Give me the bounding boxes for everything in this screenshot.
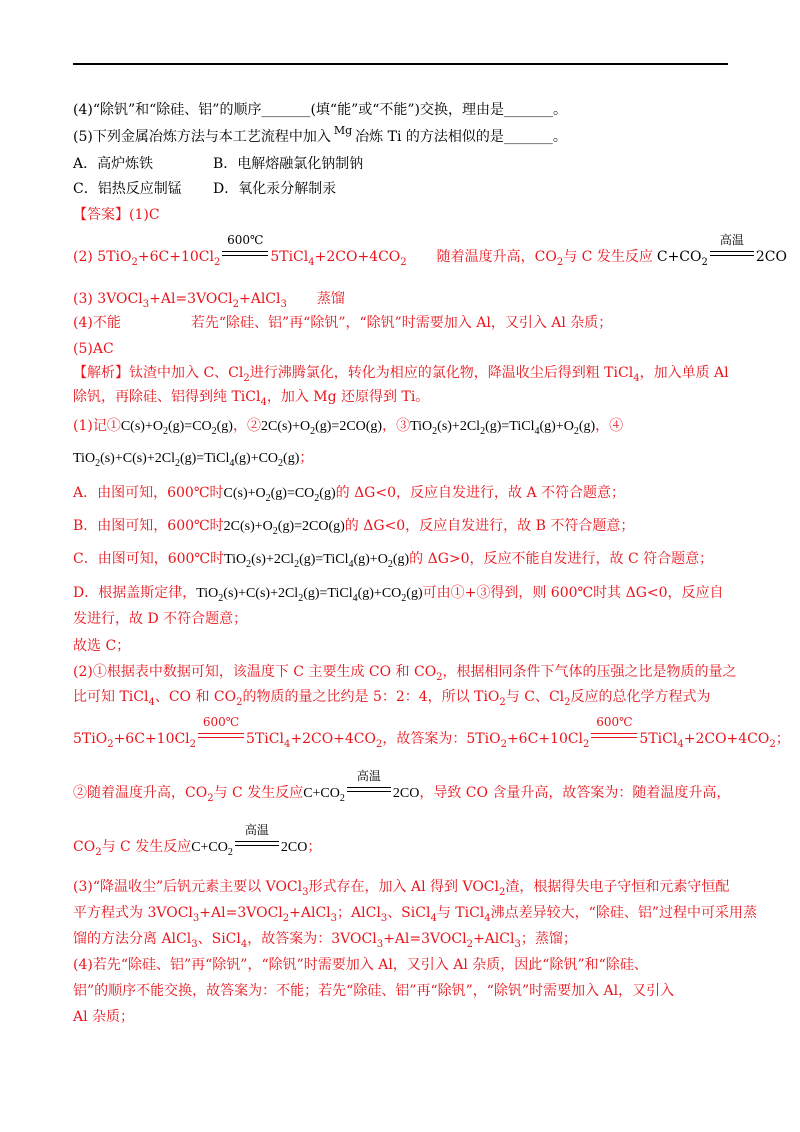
option-d: D．氧化汞分解制汞 — [213, 181, 337, 197]
option-a: A．高炉炼铁 — [73, 156, 154, 172]
answer-2: (2) $5TiO_2+6C+10Cl_2$ 600℃ $5TiCl_4+2CO+4CO_2$ 随着温度升高，$CO_2$与 C 发生反应 $C+CO_2$ 高温 2CO — [73, 233, 787, 268]
part4-line-1: (4)若先“除硅、铝”再“除钒”，“除钒”时需要加入 Al，又引入 Al 杂质，因此“除钒”和“除硅、 — [73, 957, 648, 973]
option-row-cd — [73, 180, 336, 198]
part2-line-5: $CO_2$与 C 发生反应$C+CO_2$ 高温 2CO； — [73, 823, 322, 858]
part4-line-3: Al 杂质； — [73, 1009, 135, 1025]
part3-line-1: (3)“降温收尘”后钒元素主要以 VOCl$_3$形式存在，加入 Al 得到 VOCl$_2$渣，根据得失电子守恒和元素守恒配 — [73, 879, 730, 898]
analysis-b: B．由图可知，600℃时$2C(s)+O_2(g)=2CO(g)$的 ΔG<0，反应自发进行，故 B 不符合题意； — [73, 518, 635, 537]
question-4: (4)“除钒”和“除硅、铝”的顺序_______(填“能”或“不能”)交换，理由是_______。 — [73, 102, 568, 118]
analysis-c: C．由图可知，600℃时$TiO_2(s)+2Cl_2(g)=TiCl_4(g)+O_2(g)$的 ΔG>0，反应不能自发进行，故 C 符合题意； — [73, 551, 714, 570]
part4-line-2: 铝”的顺序不能交换，故答案为：不能；若先“除硅、铝”再“除钒”，“除钒”时需要加入 Al，又引入 — [73, 983, 675, 999]
analysis-a: A．由图可知，600℃时$C(s)+O_2(g)=CO_2(g)$的 ΔG<0，反应自发进行，故 A 不符合题意； — [73, 485, 626, 504]
part2-line-2: 比可知 TiCl$_4$、CO 和 $CO_2$的物质的量之比约是 5：2：4，所以 TiO$_2$与 C、$Cl_2$反应的总化学方程式为 — [73, 689, 711, 708]
analysis-d: D．根据盖斯定律，$TiO_2(s)+C(s)+2Cl_2(g)=TiCl_4(g)+CO_2(g)$可由①+③得到，则 600℃时其 ΔG<0，反应自 — [73, 585, 724, 604]
analysis-line-1: 【解析】钛渣中加入 C、$Cl_2$进行沸腾氯化，转化为相应的氯化物，降温收尘后得到粗 TiCl$_4$，加入单质 Al — [73, 365, 729, 384]
analysis-d-cont: 发进行，故 D 不符合题意； — [73, 611, 248, 627]
option-row-ab — [73, 155, 363, 173]
part2-equation: $5TiO_2+6C+10Cl_2$ 600℃ $5TiCl_4+2CO+4CO_2$，故答案为：$5TiO_2+6C+10Cl_2$ 600℃ $5TiCl_4+2CO+4CO_2$； — [73, 715, 790, 750]
answer-4: (4)不能 若先“除硅、铝”再“除钒”，“除钒”时需要加入 Al，又引入 Al 杂质； — [73, 315, 613, 331]
part2-line-4: ②随着温度升高，$CO_2$与 C 发生反应$C+CO_2$ 高温 2CO，导致 CO 含量升高，故答案为：随着温度升高， — [73, 769, 731, 804]
answer-5: (5)AC — [73, 341, 114, 357]
part3-line-3: 馏的方法分离 AlCl$_3$、SiCl$_4$，故答案为：3VOCl$_3$+Al=3VOCl$_2$+AlCl$_3$；蒸馏； — [73, 931, 577, 950]
analysis-line-2: 除钒，再除硅、铝得到纯 TiCl$_4$，加入 Mg 还原得到 Ti。 — [73, 389, 430, 408]
analysis-eq-4: $TiO_2(s)+C(s)+2Cl_2(g)=TiCl_4(g)+CO_2(g)$； — [73, 450, 314, 469]
question-5: (5)下列金属冶炼方法与本工艺流程中加入 $^{Mg}$ 冶炼 Ti 的方法相似的是_______。 — [73, 124, 567, 145]
choose-c: 故选 C； — [73, 638, 131, 654]
answer-3: (3) 3VOCl$_3$+Al=3VOCl$_2$+AlCl$_3$ 蒸馏 — [73, 291, 345, 310]
option-c: C．铝热反应制锰 — [73, 181, 182, 197]
header-rule — [73, 63, 728, 65]
part2-line-1: (2)①根据表中数据可知，该温度下 C 主要生成 CO 和 $CO_2$，根据相同条件下气体的压强之比是物质的量之 — [73, 664, 737, 683]
option-b: B．电解熔融氯化钠制钠 — [213, 156, 364, 172]
part3-line-2: 平方程式为 3VOCl$_3$+Al=3VOCl$_2$+AlCl$_3$；AlCl$_3$、SiCl$_4$与 TiCl$_4$沸点差异较大，“除硅、铝”过程中可采用蒸 — [73, 905, 757, 924]
analysis-eq-list: (1)记$①C(s)+O_2(g)=CO_2(g)$，$②2C(s)+O_2(g)=2CO(g)$，$③TiO_2(s)+2Cl_2(g)=TiCl_4(g)+O_2(g)$，④ — [73, 418, 624, 437]
answer-label: 【答案】(1)C — [73, 207, 160, 223]
